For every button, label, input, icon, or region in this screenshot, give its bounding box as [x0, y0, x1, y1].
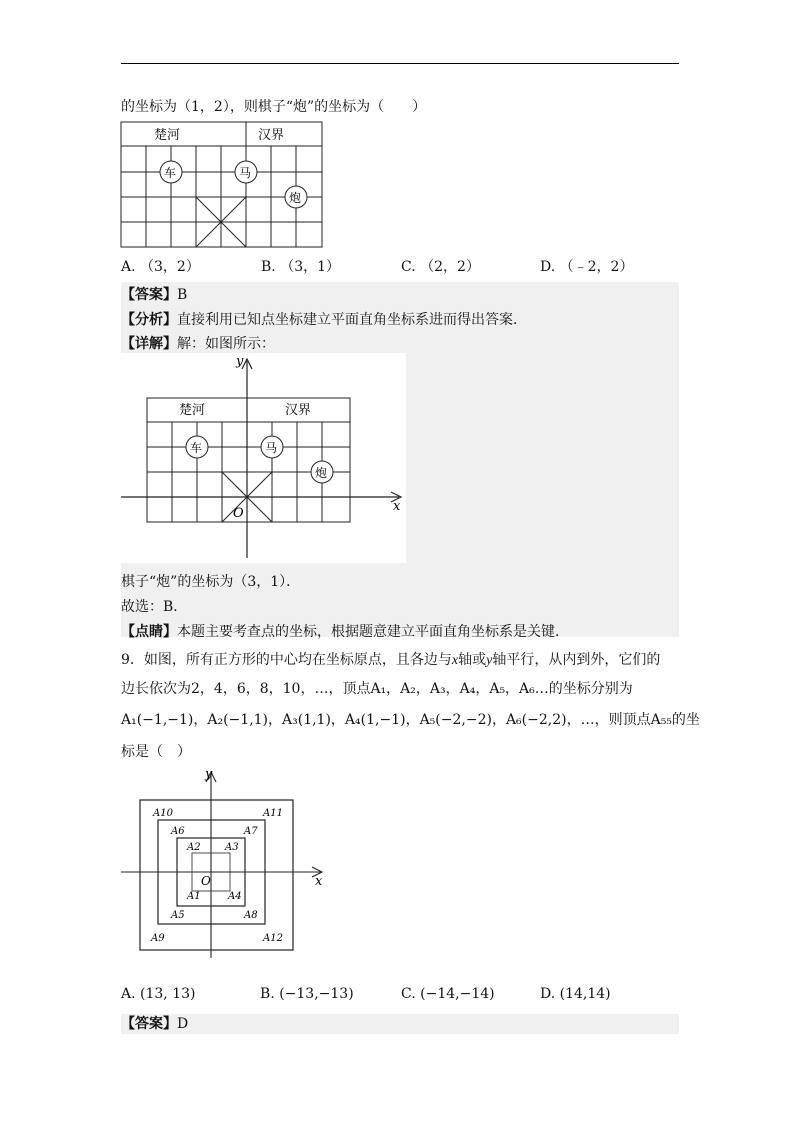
piece-pao: 炮	[289, 191, 302, 205]
axis-piece-che: 车	[190, 441, 203, 455]
q9-stem-line2: 边长依次为2，4，6，8，10，…，顶点A₁，A₂，A₃，A₄，A₅，A₆…的坐标分别为	[121, 681, 633, 697]
q8-option-d: D. （﹣2，2）	[540, 259, 634, 275]
q8-solution-figure	[121, 353, 406, 563]
vertex-a7: A7	[244, 826, 258, 837]
q9-stem-line3: A₁(−1,−1)，A₂(−1,1)，A₃(1,1)，A₄(1,−1)，A₅(−2,−2)，A₆(−2,2)，…，则顶点A₅₅的坐	[121, 712, 700, 728]
q8-choice: 故选：B．	[121, 599, 188, 615]
q8-x-axis-label: x	[393, 499, 401, 514]
vertex-a4: A4	[228, 891, 242, 902]
q8-origin-label: O	[233, 506, 244, 521]
axis-piece-ma: 马	[265, 441, 278, 455]
q8-result: 棋子“炮”的坐标为（3，1）．	[121, 574, 301, 590]
piece-ma: 马	[239, 166, 252, 180]
q9-option-a: A. (13, 13)	[121, 986, 196, 1002]
q9-x-axis-label: x	[315, 874, 323, 889]
axis-board-label-hanjie: 汉界	[285, 403, 312, 418]
vertex-a2: A2	[187, 842, 201, 853]
header-rule	[121, 63, 679, 64]
axis-board-label-chuhe: 楚河	[179, 403, 206, 418]
vertex-a5: A5	[171, 910, 185, 921]
vertex-a10: A10	[153, 808, 173, 819]
vertex-a6: A6	[171, 826, 185, 837]
vertex-a8: A8	[244, 910, 258, 921]
axis-piece-pao: 炮	[315, 466, 328, 480]
vertex-a1: A1	[187, 891, 201, 902]
q9-squares-figure	[121, 768, 331, 963]
q8-option-b: B. （3，1）	[261, 259, 341, 275]
q8-option-c: C. （2，2）	[401, 259, 480, 275]
vertex-a9: A9	[151, 933, 165, 944]
q9-answer-block	[121, 1014, 679, 1034]
q9-option-d: D. (14,14)	[540, 986, 611, 1002]
q9-origin-label: O	[201, 874, 211, 888]
vertex-a12: A12	[263, 933, 283, 944]
q9-option-b: B. (−13,−13)	[260, 986, 354, 1002]
q9-stem-line1: 9．如图，所有正方形的中心均在坐标原点，且各边与x轴或y轴平行，从内到外，它们的	[121, 652, 661, 668]
q9-answer: 【答案】D	[121, 1016, 189, 1032]
vertex-a11: A11	[263, 808, 283, 819]
q8-y-axis-label: y	[236, 354, 244, 369]
q8-detail: 【详解】解：如图所示：	[121, 336, 275, 352]
q9-option-c: C. (−14,−14)	[401, 986, 495, 1002]
q8-option-a: A. （3，2）	[121, 259, 200, 275]
board-label-chuhe: 楚河	[154, 128, 181, 143]
q8-answer: 【答案】B	[121, 287, 188, 303]
piece-che: 车	[164, 166, 177, 180]
q8-analysis: 【分析】直接利用已知点坐标建立平面直角坐标系进而得出答案．	[121, 312, 527, 328]
q8-stem: 的坐标为（1，2），则棋子“炮”的坐标为（ ）	[121, 99, 427, 115]
vertex-a3: A3	[225, 842, 239, 853]
q8-chess-board-figure	[120, 121, 324, 249]
q9-stem-line4: 标是（ ）	[121, 744, 191, 760]
board-label-hanjie: 汉界	[258, 128, 285, 143]
q9-y-axis-label: y	[205, 768, 213, 782]
q8-comment: 【点睛】本题主要考查点的坐标，根据题意建立平面直角坐标系是关键．	[121, 624, 569, 640]
